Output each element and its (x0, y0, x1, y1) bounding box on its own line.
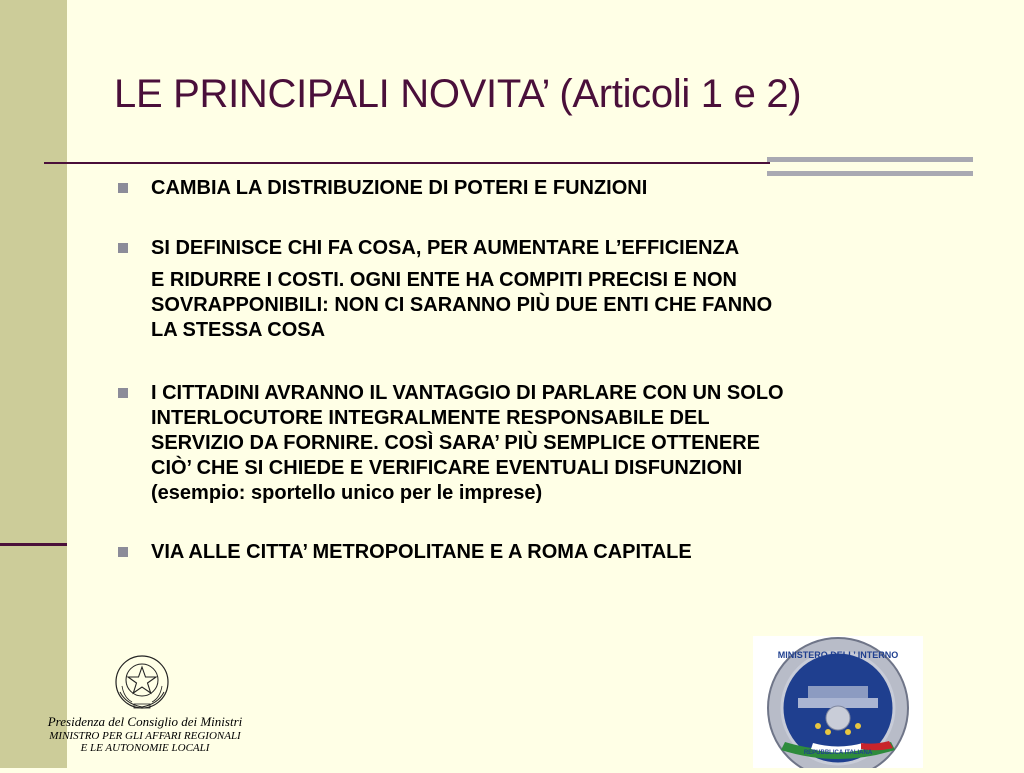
bullet-square-icon (118, 183, 128, 193)
footer-ministry-text (20, 714, 270, 754)
title-underline (44, 162, 770, 164)
bullet-text: VIA ALLE CITTA’ METROPOLITANE E A ROMA CAPITALE (151, 541, 692, 563)
footer-line-2: E LE AUTONOMIE LOCALI (80, 742, 210, 754)
bullet-continuation-text: E RIDURRE I COSTI. OGNI ENTE HA COMPITI PRECISI E NON SOVRAPPONIBILI: NON CI SARANNO PIÙ DUE ENTI CHE FANNO LA STESSA COSA (151, 269, 773, 341)
left-band-rule (0, 543, 67, 546)
bullet-square-icon (118, 547, 128, 557)
slide-title: LE PRINCIPALI NOVITA’ (Articoli 1 e 2) (114, 72, 802, 116)
footer-line-1: MINISTRO PER GLI AFFARI REGIONALI (49, 730, 241, 742)
bullet-text: I CITTADINI AVRANNO IL VANTAGGIO DI PARLARE CON UN SOLO INTERLOCUTORE INTEGRALMENTE RESPONSABILE DEL SERVIZIO DA FORNIRE. COSÌ SARA’ PIÙ SEMPLICE OTTENERE CIÒ’ CHE SI CHIEDE E VERIFICARE EVENTUALI DISFUNZIONI (esempio: sportello unico per le imprese) (151, 382, 784, 504)
bullet-text: SI DEFINISCE CHI FA COSA, PER AUMENTARE L’EFFICIENZA (151, 237, 740, 259)
footer-signature: Presidenza del Consiglio dei Ministri (47, 714, 243, 729)
left-decorative-band (0, 0, 67, 768)
italian-republic-emblem-icon (112, 652, 172, 712)
bullet-text: CAMBIA LA DISTRIBUZIONE DI POTERI E FUNZIONI (151, 177, 648, 199)
logo-top-text: MINISTERO DELL’ INTERNO (777, 650, 899, 660)
ministero-interno-logo-icon (753, 636, 923, 768)
bullet-square-icon (118, 243, 128, 253)
bullet-square-icon (118, 388, 128, 398)
decorative-gray-bar-top (767, 157, 973, 162)
logo-ribbon-text: REPUBBLICA ITALIANA (803, 750, 873, 756)
